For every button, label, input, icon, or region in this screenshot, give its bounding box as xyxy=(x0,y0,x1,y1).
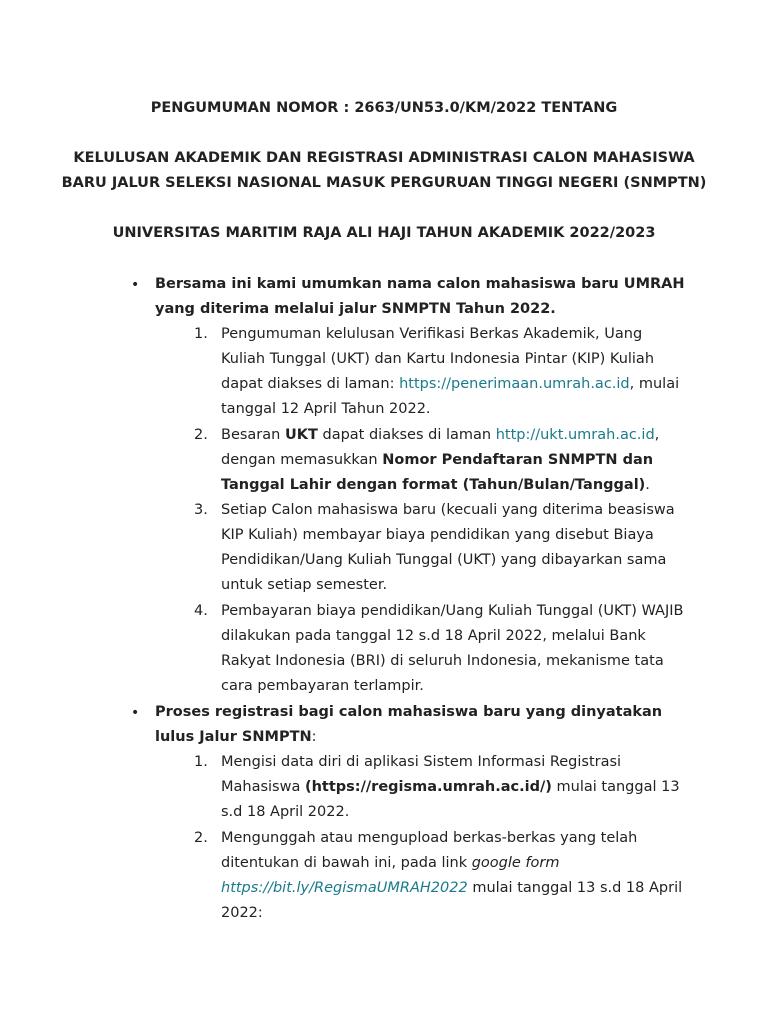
list-item-text: Pengumuman kelulusan Verifikasi Berkas Akademik, Uang Kuliah Tunggal (UKT) dan Kartu Indonesia Pintar (KIP) Kuliah dapat diakses di laman: xyxy=(221,326,655,392)
list-item-text: Mengisi data diri di aplikasi Sistem Informasi Registrasi Mahasiswa xyxy=(221,754,622,795)
list-item-number: 1. xyxy=(194,754,208,770)
list-item-text: Mengunggah atau mengupload berkas-berkas yang telah ditentukan di bawah ini, pada link xyxy=(221,830,638,871)
list-item-number: 2. xyxy=(194,830,208,846)
list-item-text: mulai tanggal 13 s.d 18 April 2022. xyxy=(221,779,680,820)
google-form-italic-text: google form xyxy=(471,855,560,871)
list-item-ukt-payment-rule: Setiap Calon mahasiswa baru (kecuali yang diterima beasiswa KIP Kuliah) membayar biaya pendidikan yang disebut Biaya Pendidikan/Uang Kuliah Tunggal (UKT) yang dibayarkan sama untuk setiap semester. xyxy=(221,502,675,593)
list-item-text: , mulai tanggal 12 April Tahun 2022. xyxy=(221,376,680,417)
list-item-number: 4. xyxy=(194,603,208,619)
announcement-number-heading: PENGUMUMAN NOMOR : 2663/UN53.0/KM/2022 TENTANG xyxy=(150,100,618,116)
list-item-number: 3. xyxy=(194,502,208,518)
ukt-link[interactable]: http://ukt.umrah.ac.id xyxy=(495,427,655,443)
regisma-url-bold-text: (https://regisma.umrah.ac.id/) xyxy=(304,779,552,795)
list-item-text: Besaran xyxy=(221,427,285,443)
list-item-text: dapat diakses di laman xyxy=(317,427,496,443)
list-item-text: mulai tanggal 13 s.d 18 April 2022: xyxy=(221,880,683,921)
list-item-payment-schedule: Pembayaran biaya pendidikan/Uang Kuliah Tunggal (UKT) WAJIB dilakukan pada tanggal 12 s.d 18 April 2022, melalui Bank Rakyat Indonesia (BRI) di seluruh Indonesia, mekanisme tata cara pembayaran terlampir. xyxy=(221,603,684,694)
list-item-number: 2. xyxy=(194,427,208,443)
university-heading: UNIVERSITAS MARITIM RAJA ALI HAJI TAHUN AKADEMIK 2022/2023 xyxy=(112,225,656,241)
list-item-text: . xyxy=(645,477,650,493)
list-item-number: 1. xyxy=(194,326,208,342)
bullet-item-registration xyxy=(155,700,685,750)
list-item-text: , dengan memasukkan xyxy=(221,427,660,468)
google-form-link[interactable]: https://bit.ly/RegismaUMRAH2022 xyxy=(221,880,468,896)
announcement-title-line-1: KELULUSAN AKADEMIK DAN REGISTRASI ADMINISTRASI CALON MAHASISWA xyxy=(73,150,695,166)
bullet-marker: • xyxy=(131,277,140,293)
penerimaan-link[interactable]: https://penerimaan.umrah.ac.id xyxy=(399,376,630,392)
list-item-regisma xyxy=(221,750,686,825)
bullet-bold-text: Proses registrasi bagi calon mahasiswa baru yang dinyatakan lulus Jalur SNMPTN xyxy=(155,704,663,745)
bullet-item-accepted: Bersama ini kami umumkan nama calon mahasiswa baru UMRAH yang diterima melalui jalur SNMPTN Tahun 2022. xyxy=(155,276,685,317)
bullet-colon: : xyxy=(311,729,317,745)
announcement-title-line-2: BARU JALUR SELEKSI NASIONAL MASUK PERGURUAN TINGGI NEGERI (SNMPTN) xyxy=(61,175,707,191)
ukt-bold-text: UKT xyxy=(284,427,318,443)
bullet-marker: • xyxy=(131,705,140,721)
list-item-ukt-access xyxy=(221,423,686,498)
list-item-announcement-access xyxy=(221,322,686,422)
registration-format-bold-text: Nomor Pendaftaran SNMPTN dan Tanggal Lahir dengan format (Tahun/Bulan/Tanggal) xyxy=(221,452,654,493)
list-item-upload-documents xyxy=(221,826,686,926)
